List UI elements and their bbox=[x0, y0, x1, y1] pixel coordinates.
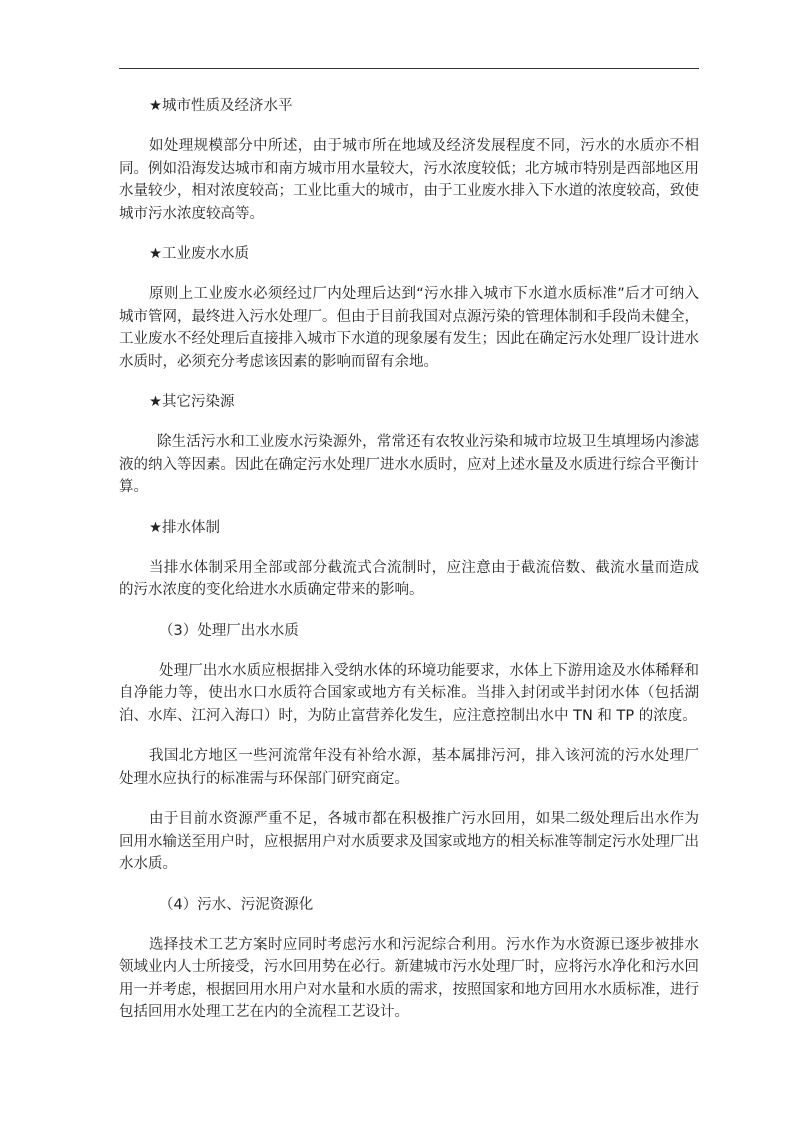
paragraph-industrial-wastewater: 原则上工业废水必须经过厂内处理后达到“污水排入城市下水道水质标准”后才可纳入城市管网，最终进入污水处理厂。但由于目前我国对点源污染的管理体制和手段尚未健全，工业废水不经处理后直接排入城市下水道的现象屡有发生；因此在确定污水处理厂设计进水水质时，必须充分考虑该因素的影响而留有余地。 bbox=[119, 286, 699, 370]
document-body bbox=[119, 95, 699, 1042]
section-heading-drainage-system: ★排水体制 bbox=[149, 519, 220, 536]
paragraph-other-pollution: 除生活污水和工业废水污染源外，常常还有农牧业污染和城市垃圾卫生填埋场内渗滤液的纳入等因素。因此在确定污水处理厂进水水质时，应对上述水量及水质进行综合平衡计算。 bbox=[119, 434, 699, 495]
section-heading-industrial-wastewater: ★工业废水水质 bbox=[149, 246, 249, 262]
section-heading-effluent-quality: （3）处理厂出水水质 bbox=[159, 622, 299, 639]
section-heading-city-nature: ★城市性质及经济水平 bbox=[149, 98, 293, 114]
paragraph-resource-recovery: 选择技术工艺方案时应同时考虑污水和污泥综合利用。污水作为水资源已逐步被排水领域业内人士所接受，污水回用势在必行。新建城市污水处理厂时，应将污水净化和污水回用一并考虑，根据回用水用户对水量和水质的需求，按照国家和地方回用水水质标准，进行包括回用水处理工艺在内的全流程工艺设计。 bbox=[119, 936, 699, 1020]
section-heading-resource-recovery: （4）污水、污泥资源化 bbox=[159, 896, 314, 913]
paragraph-effluent-quality: 处理厂出水水质应根据排入受纳水体的环境功能要求，水体上下游用途及水体稀释和自净能力等，使出水口水质符合国家或地方有关标准。当排入封闭或半封闭水体（包括湖泊、水库、江河入海口）时，为防止富营养化发生，应注意控制出水中 TN 和 TP 的浓度。 bbox=[119, 662, 699, 724]
section-heading-other-pollution: ★其它污染源 bbox=[149, 394, 235, 410]
paragraph-city-nature: 如处理规模部分中所述，由于城市所在地域及经济发展程度不同，污水的水质亦不相同。例如沿海发达城市和南方城市用水量较大，污水浓度较低；北方城市特别是西部地区用水量较少，相对浓度较高；工业比重大的城市，由于工业废水排入下水道的浓度较高，致使城市污水浓度较高等。 bbox=[119, 138, 699, 222]
paragraph-water-reuse: 由于目前水资源严重不足，各城市都在积极推广污水回用，如果二级处理后出水作为回用水输送至用户时，应根据用户对水质要求及国家或地方的相关标准等制定污水处理厂出水水质。 bbox=[119, 811, 699, 872]
paragraph-drainage-system: 当排水体制采用全部或部分截流式合流制时，应注意由于截流倍数、截流水量而造成的污水浓度的变化给进水水质确定带来的影响。 bbox=[119, 559, 699, 598]
paragraph-north-rivers: 我国北方地区一些河流常年没有补给水源，基本属排污河，排入该河流的污水处理厂处理水应执行的标准需与环保部门研究商定。 bbox=[119, 748, 699, 787]
header-rule bbox=[119, 68, 699, 69]
